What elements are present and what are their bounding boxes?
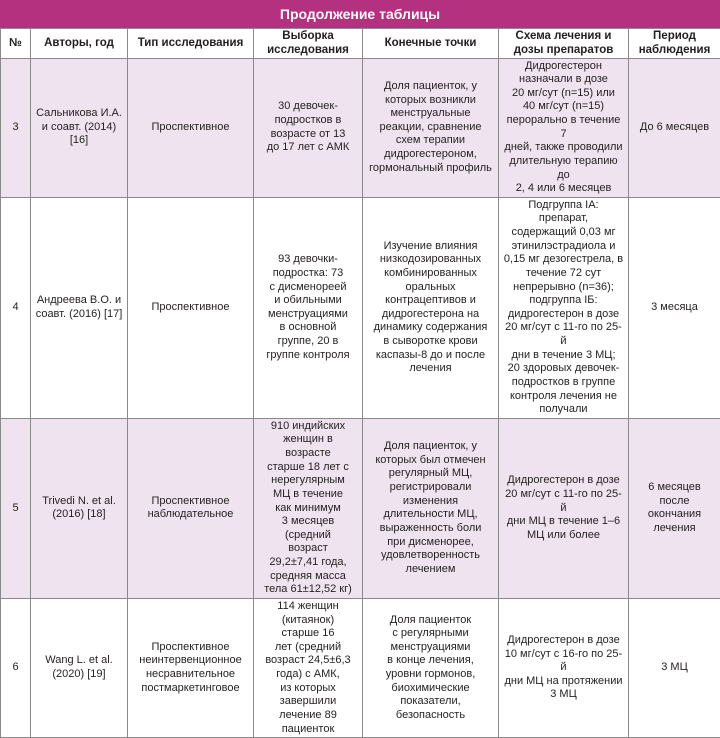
header-row	[1, 29, 720, 59]
cell-scheme: Дидрогестерон в дозе 20 мг/сут с 11-го по 25-й дни МЦ в течение 1–6 МЦ или более	[499, 418, 629, 598]
cell-scheme: Дидрогестерон назначали в дозе 20 мг/сут (n=15) или 40 мг/сут (n=15) перорально в течение 7 дней, также проводили длительную терапию до 2, 4 или 6 месяцев	[499, 58, 629, 197]
cell-endpoints: Доля пациенток, у которых возникли менструальные реакции, сравнение схем терапии дидрогестероном, гормональный профиль	[363, 58, 499, 197]
cell-endpoints: Доля пациенток, у которых был отмечен регулярный МЦ, регистрировали изменения длительности МЦ, выраженность боли при дисменорее, удовлетворенность лечением	[363, 418, 499, 598]
table-row	[1, 58, 720, 197]
header-num: №	[1, 29, 31, 59]
cell-num: 4	[1, 197, 31, 418]
table-row	[1, 418, 720, 598]
cell-authors: Trivedi N. et al. (2016) [18]	[31, 418, 128, 598]
header-sample: Выборка исследования	[254, 29, 363, 59]
cell-period: 3 месяца	[629, 197, 720, 418]
cell-type: Проспективное	[128, 197, 254, 418]
cell-type: Проспективное неинтервенционное несравнительное постмаркетинговое	[128, 598, 254, 737]
cell-period: 3 МЦ	[629, 598, 720, 737]
cell-authors: Андреева В.О. и соавт. (2016) [17]	[31, 197, 128, 418]
cell-sample: 114 женщин (китаянок) старше 16 лет (средний возраст 24,5±6,3 года) с АМК, из которых завершили лечение 89 пациенток	[254, 598, 363, 737]
cell-scheme: Дидрогестерон в дозе 10 мг/сут с 16-го по 25-й дни МЦ на протяжении 3 МЦ	[499, 598, 629, 737]
cell-sample: 30 девочек- подростков в возрасте от 13 до 17 лет с АМК	[254, 58, 363, 197]
cell-scheme: Подгруппа IA: препарат, содержащий 0,03 мг этинилэстрадиола и 0,15 мг дезогестрела, в течение 72 сут непрерывно (n=36); подгруппа IБ: дидрогестерон в дозе 20 мг/сут с 11-го по 25-й дни в течение 3 МЦ; 20 здоровых девочек- подростков в группе контроля лечения не получали	[499, 197, 629, 418]
cell-authors: Сальникова И.А. и соавт. (2014) [16]	[31, 58, 128, 197]
cell-num: 3	[1, 58, 31, 197]
header-authors: Авторы, год	[31, 29, 128, 59]
cell-sample: 93 девочки- подростка: 73 с дисменореей и обильными менструациями в основной группе, 20 в группе контроля	[254, 197, 363, 418]
cell-num: 6	[1, 598, 31, 737]
header-endpoints: Конечные точки	[363, 29, 499, 59]
cell-type: Проспективное	[128, 58, 254, 197]
table-continuation-banner: Продолжение таблицы	[0, 0, 720, 28]
table-row	[1, 197, 720, 418]
table-row	[1, 598, 720, 737]
cell-period: 6 месяцев после окончания лечения	[629, 418, 720, 598]
header-type: Тип исследования	[128, 29, 254, 59]
cell-num: 5	[1, 418, 31, 598]
cell-endpoints: Доля пациенток с регулярными менструациями в конце лечения, уровни гормонов, биохимические показатели, безопасность	[363, 598, 499, 737]
cell-authors: Wang L. et al. (2020) [19]	[31, 598, 128, 737]
cell-sample: 910 индийских женщин в возрасте старше 18 лет с нерегулярным МЦ в течение как минимум 3 месяцев (средний возраст 29,2±7,41 года, средняя масса тела 61±12,52 кг)	[254, 418, 363, 598]
studies-table	[0, 28, 720, 738]
header-scheme: Схема лечения и дозы препаратов	[499, 29, 629, 59]
cell-endpoints: Изучение влияния низкодозированных комбинированных оральных контрацептивов и дидрогестерона на динамику содержания в сыворотке крови каспазы-8 до и после лечения	[363, 197, 499, 418]
header-period: Период наблюдения	[629, 29, 720, 59]
cell-type: Проспективное наблюдательное	[128, 418, 254, 598]
cell-period: До 6 месяцев	[629, 58, 720, 197]
